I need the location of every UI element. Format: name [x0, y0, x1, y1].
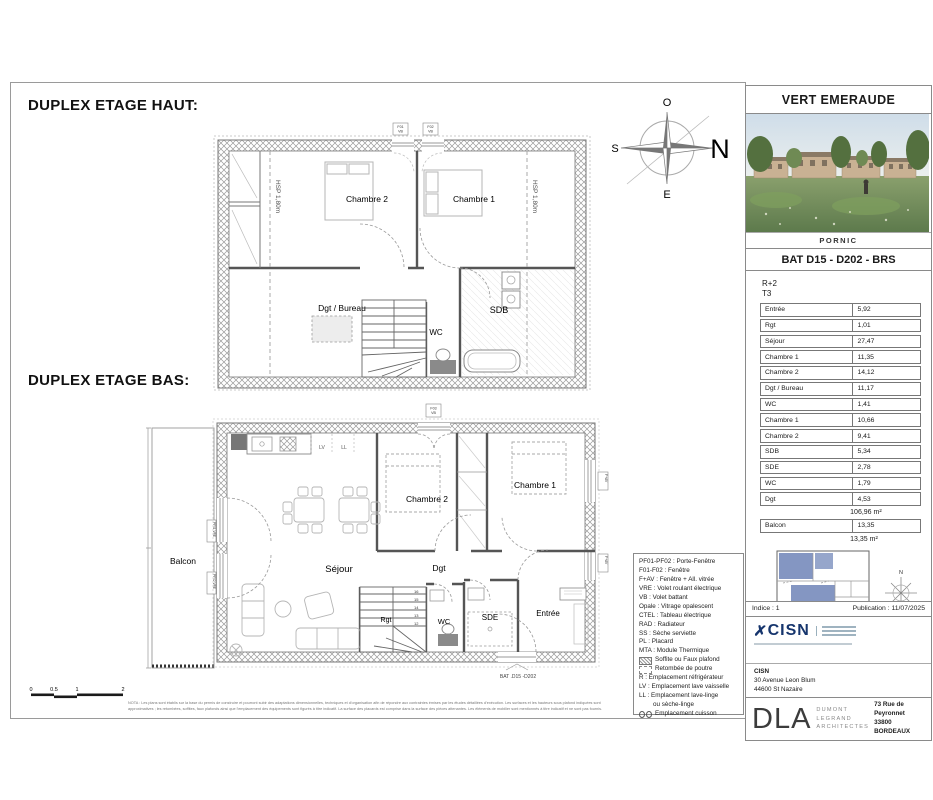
area-row: Chambre 1 11,35: [760, 350, 921, 364]
svg-text:VB: VB: [398, 129, 403, 134]
cisn-block: [746, 617, 931, 664]
svg-text:F03: F03: [430, 406, 437, 411]
area-row: Dgt / Bureau 11,17: [760, 382, 921, 396]
beam-icon: [639, 666, 652, 674]
legend-item: LL : Emplacement lave-linge: [639, 692, 719, 700]
lower-floor-title: DUPLEX ETAGE BAS:: [28, 372, 190, 389]
soffite-icon: [639, 657, 652, 665]
cisn-logo-icon: ✗: [752, 621, 768, 641]
promoter-address: CISN 30 Avenue Leon Blum 44600 St Nazaire: [746, 664, 931, 698]
legend-item: MTA : Module Thermique: [639, 647, 710, 655]
architect-address: 73 Rue de Peyronnet 33800 BORDEAUX: [874, 701, 911, 735]
svg-text:0.5: 0.5: [50, 687, 58, 693]
total-area: 106,96 m²: [850, 509, 882, 517]
svg-text:14: 14: [414, 605, 419, 610]
area-row: Chambre 2 9,41: [760, 429, 921, 443]
legend-item: RAD : Radiateur: [639, 620, 685, 628]
legend-item: PL : Placard: [639, 638, 674, 646]
project-rendering-image: [746, 114, 929, 232]
label-lv: LV: [319, 445, 325, 451]
svg-text:12: 12: [414, 621, 419, 626]
room-rgt: Rgt: [380, 617, 392, 624]
svg-text:VB: VB: [431, 411, 436, 415]
room-chambre1: Chambre 1: [452, 194, 496, 204]
unit-reference: BAT D15 - D202 - BRS: [746, 249, 931, 271]
hob-icon: [639, 711, 652, 717]
area-row: Séjour 27,47: [760, 335, 921, 349]
balcony: [146, 428, 214, 668]
compass-e: E: [663, 189, 671, 201]
svg-text:2: 2: [121, 687, 125, 693]
legend-item-retombee: Retombée de poutre: [639, 665, 740, 674]
cisn-subtagline: [754, 643, 852, 645]
legend-item: Opale : Vitrage opalescent: [639, 602, 714, 610]
room-chambre2: Chambre 2: [405, 494, 449, 504]
room-sejour: Séjour: [325, 564, 353, 575]
area-row: SDB 5,34: [760, 445, 921, 459]
dla-name: DUMONT LEGRAND ARCHITECTES: [816, 707, 870, 731]
legend-item: LV : Emplacement lave vaisselle: [639, 683, 730, 691]
svg-text:16: 16: [414, 589, 419, 594]
compass-o: O: [662, 97, 672, 109]
room-dgt-bureau: Dgt / Bureau: [318, 303, 366, 313]
architect-block: [746, 698, 931, 740]
legend-box: [633, 553, 744, 715]
nota-disclaimer: NOTA : Les plans sont établis sur la base du permis de construire et pourront subir des adaptations dimensionnelles, techniques et d'organisation afin de répondre aux contraintes émises par les études détaillées d'exécution. Les surfaces et les hauteurs sous plafond indiquées sont approximatives ; les retombées, soffites, faux plafonds ainsi que l'emplacement des équipements sont figurés à titre indicatif. La surface des placards est comprise dans la surface des pièces attenantes. Les éléments de mobilier sont mentionnés à titre indicatif et ne sont pas fournis.: [128, 701, 603, 711]
area-row: WC 1,79: [760, 477, 921, 491]
lower-floor-plan: [146, 402, 616, 684]
cisn-logo-text: CISN: [767, 621, 810, 639]
svg-text:1: 1: [75, 687, 79, 693]
area-row: Chambre 2 14,12: [760, 366, 921, 380]
legend-item: F+AV : Fenêtre + All. vitrée: [639, 575, 715, 583]
svg-text:PF01 VRE: PF01 VRE: [212, 522, 216, 538]
indice: Indice : 1: [752, 605, 780, 613]
legend-item: VRE : Volet roulant électrique: [639, 584, 722, 592]
project-name: VERT EMERAUDE: [746, 86, 931, 114]
area-row: WC 1,41: [760, 398, 921, 412]
cisn-tagline-lines: [816, 626, 856, 636]
floor-level: R+2: [762, 279, 777, 288]
dla-logo: DLA: [752, 702, 812, 735]
room-wc: WC: [429, 328, 443, 337]
svg-text:13: 13: [414, 613, 419, 618]
apartment-type: T3: [762, 289, 772, 298]
areas-table: [746, 271, 931, 601]
legend-item: F01-F02 : Fenêtre: [639, 566, 690, 574]
key-plan: [763, 547, 919, 601]
svg-text:15: 15: [414, 597, 419, 602]
publication-date: Publication : 11/07/2025: [852, 605, 925, 613]
room-chambre1: Chambre 1: [513, 480, 557, 490]
sdb-fixtures: [462, 270, 574, 375]
velux-zone: [312, 316, 352, 342]
unit-tag: BAT .D15 -D202: [499, 674, 537, 680]
area-row: SDE 2,78: [760, 461, 921, 475]
svg-text:VB: VB: [428, 129, 433, 134]
compass-s: S: [611, 143, 619, 155]
compass-rose: [605, 88, 730, 203]
compass-n: N: [710, 134, 730, 164]
room-wc: WC: [437, 617, 451, 626]
room-sde: SDE: [481, 613, 499, 622]
legend-item: PF01-PF02 : Porte-Fenêtre: [639, 558, 716, 565]
room-balcon: Balcon: [170, 556, 196, 566]
svg-text:PF02 VRE: PF02 VRE: [212, 574, 216, 590]
legend-item-cuisson: Emplacement cuisson: [639, 710, 740, 719]
hsp-left: HSP 1,80m: [274, 180, 281, 214]
window-label-f02: F02: [427, 125, 434, 129]
legend-item-soffite: Soffite ou Faux plafond: [639, 656, 740, 665]
upper-floor-title: DUPLEX ETAGE HAUT:: [28, 97, 199, 114]
room-chambre2: Chambre 2: [345, 194, 389, 204]
legend-item: SS : Sèche serviette: [639, 629, 697, 637]
area-row: Dgt 4,53: [760, 492, 921, 506]
room-entree: Entrée: [536, 609, 560, 618]
legend-item: VB : Volet battant: [639, 593, 688, 601]
legend-item: CTEL : Tableau électrique: [639, 611, 712, 619]
label-ll: LL: [341, 445, 347, 451]
room-dgt: Dgt: [432, 563, 446, 573]
svg-text:F+AV: F+AV: [604, 474, 608, 483]
city-name: PORNIC: [746, 232, 931, 249]
keyplan-north: N: [898, 569, 903, 576]
scale-bar: [28, 684, 138, 702]
right-window-labels: [598, 472, 608, 572]
svg-text:F+AV: F+AV: [604, 556, 608, 565]
balcony-row: Balcon 13,35: [760, 519, 921, 533]
room-sdb: SDB: [489, 305, 509, 315]
upper-stair: [362, 300, 426, 377]
legend-item: ou sèche-linge: [653, 701, 694, 708]
title-block: [745, 85, 932, 741]
legend-item: R : Emplacement réfrigérateur: [639, 674, 724, 682]
svg-text:0: 0: [29, 687, 33, 693]
window-label-f01: F01: [397, 125, 404, 129]
upper-floor-plan: [212, 122, 592, 392]
revision-row: [746, 601, 931, 617]
top-window-label: [426, 404, 441, 417]
hsp-right: HSP 1,80m: [531, 180, 538, 214]
area-row: Rgt 1,01: [760, 319, 921, 333]
area-row: Chambre 1 10,66: [760, 413, 921, 427]
area-row: Entrée 5,92: [760, 303, 921, 317]
balcony-total: 13,35 m²: [850, 535, 878, 543]
